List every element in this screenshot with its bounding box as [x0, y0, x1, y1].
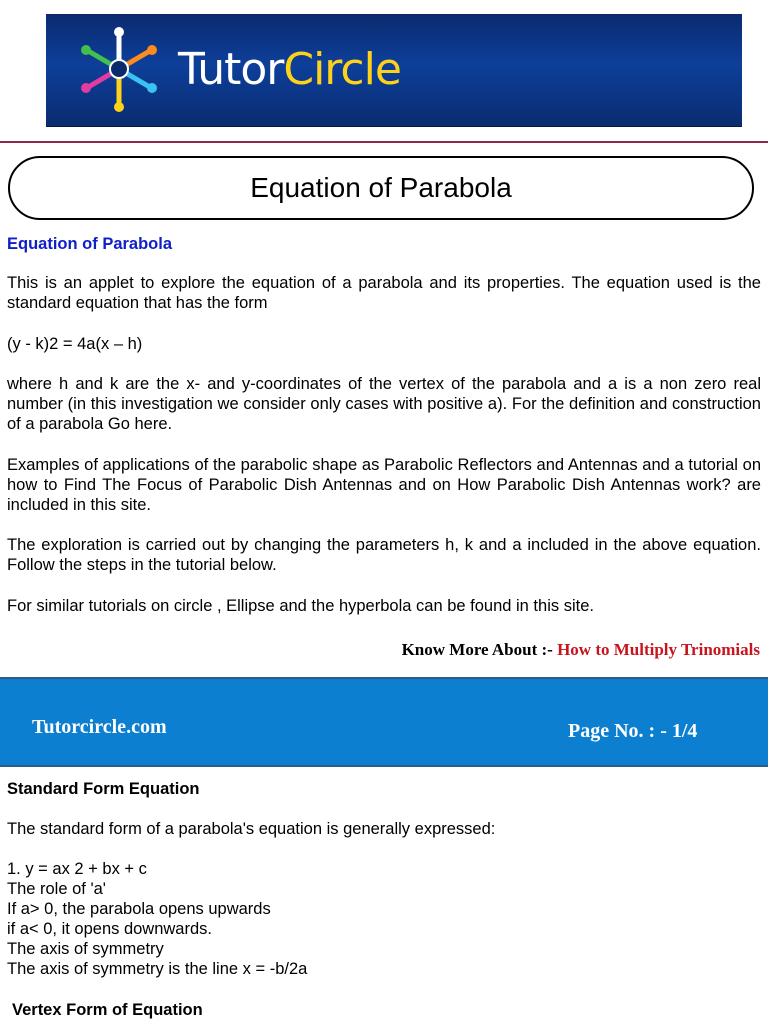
logo-word-tutor: Tutor: [178, 44, 284, 95]
site-name: Tutorcircle.com: [32, 716, 167, 738]
page-title: Equation of Parabola: [8, 156, 754, 220]
know-more-link[interactable]: How to Multiply Trinomials: [557, 640, 760, 659]
know-more-label: Know More About :-: [401, 640, 553, 659]
header-divider: [0, 141, 768, 143]
list-item: The role of 'a': [7, 880, 106, 898]
section-heading: [7, 234, 761, 254]
tutorcircle-logo-text: [178, 42, 401, 98]
paragraph: This is an applet to explore the equation of a parabola and its properties. The equation used is the standard equation that has the form: [7, 274, 761, 312]
tutorcircle-logo-icon: [74, 24, 164, 114]
equation: (y - k)2 = 4a(x – h): [7, 335, 143, 353]
formula-list: [7, 859, 761, 979]
section-heading-text: Vertex Form of Equation: [12, 1001, 203, 1019]
logo-banner: [46, 14, 742, 127]
list-item: The axis of symmetry: [7, 940, 164, 958]
page-footer-bar: [0, 677, 768, 767]
section-heading: [7, 779, 761, 799]
list-item: If a> 0, the parabola opens upwards: [7, 900, 271, 918]
paragraph: For similar tutorials on circle , Ellipse and the hyperbola can be found in this site.: [7, 597, 594, 615]
section-heading: [12, 1000, 766, 1020]
know-more: [402, 640, 760, 660]
section-heading-text: Equation of Parabola: [7, 235, 173, 253]
paragraph: where h and k are the x- and y-coordinates of the vertex of the parabola and a is a non zero real number (in this investigation we consider only cases with positive a). For the definition and construction of a parabola Go here.: [7, 375, 761, 433]
section-heading-text: Standard Form Equation: [7, 780, 200, 798]
list-item: The axis of symmetry is the line x = -b/2a: [7, 960, 308, 978]
paragraph: The standard form of a parabola's equation is generally expressed:: [7, 820, 496, 838]
list-item: 1. y = ax 2 + bx + c: [7, 860, 147, 878]
list-item: if a< 0, it opens downwards.: [7, 920, 212, 938]
paragraph: The exploration is carried out by changing the parameters h, k and a included in the above equation. Follow the steps in the tutorial below.: [7, 536, 761, 574]
page-number: Page No. : - 1/4: [568, 720, 698, 742]
logo-word-circle: Circle: [283, 44, 401, 95]
paragraph: Examples of applications of the parabolic shape as Parabolic Reflectors and Antennas and a tutorial on how to Find The Focus of Parabolic Dish Antennas and on How Parabolic Dish Antennas work? are included in this site.: [7, 456, 761, 514]
